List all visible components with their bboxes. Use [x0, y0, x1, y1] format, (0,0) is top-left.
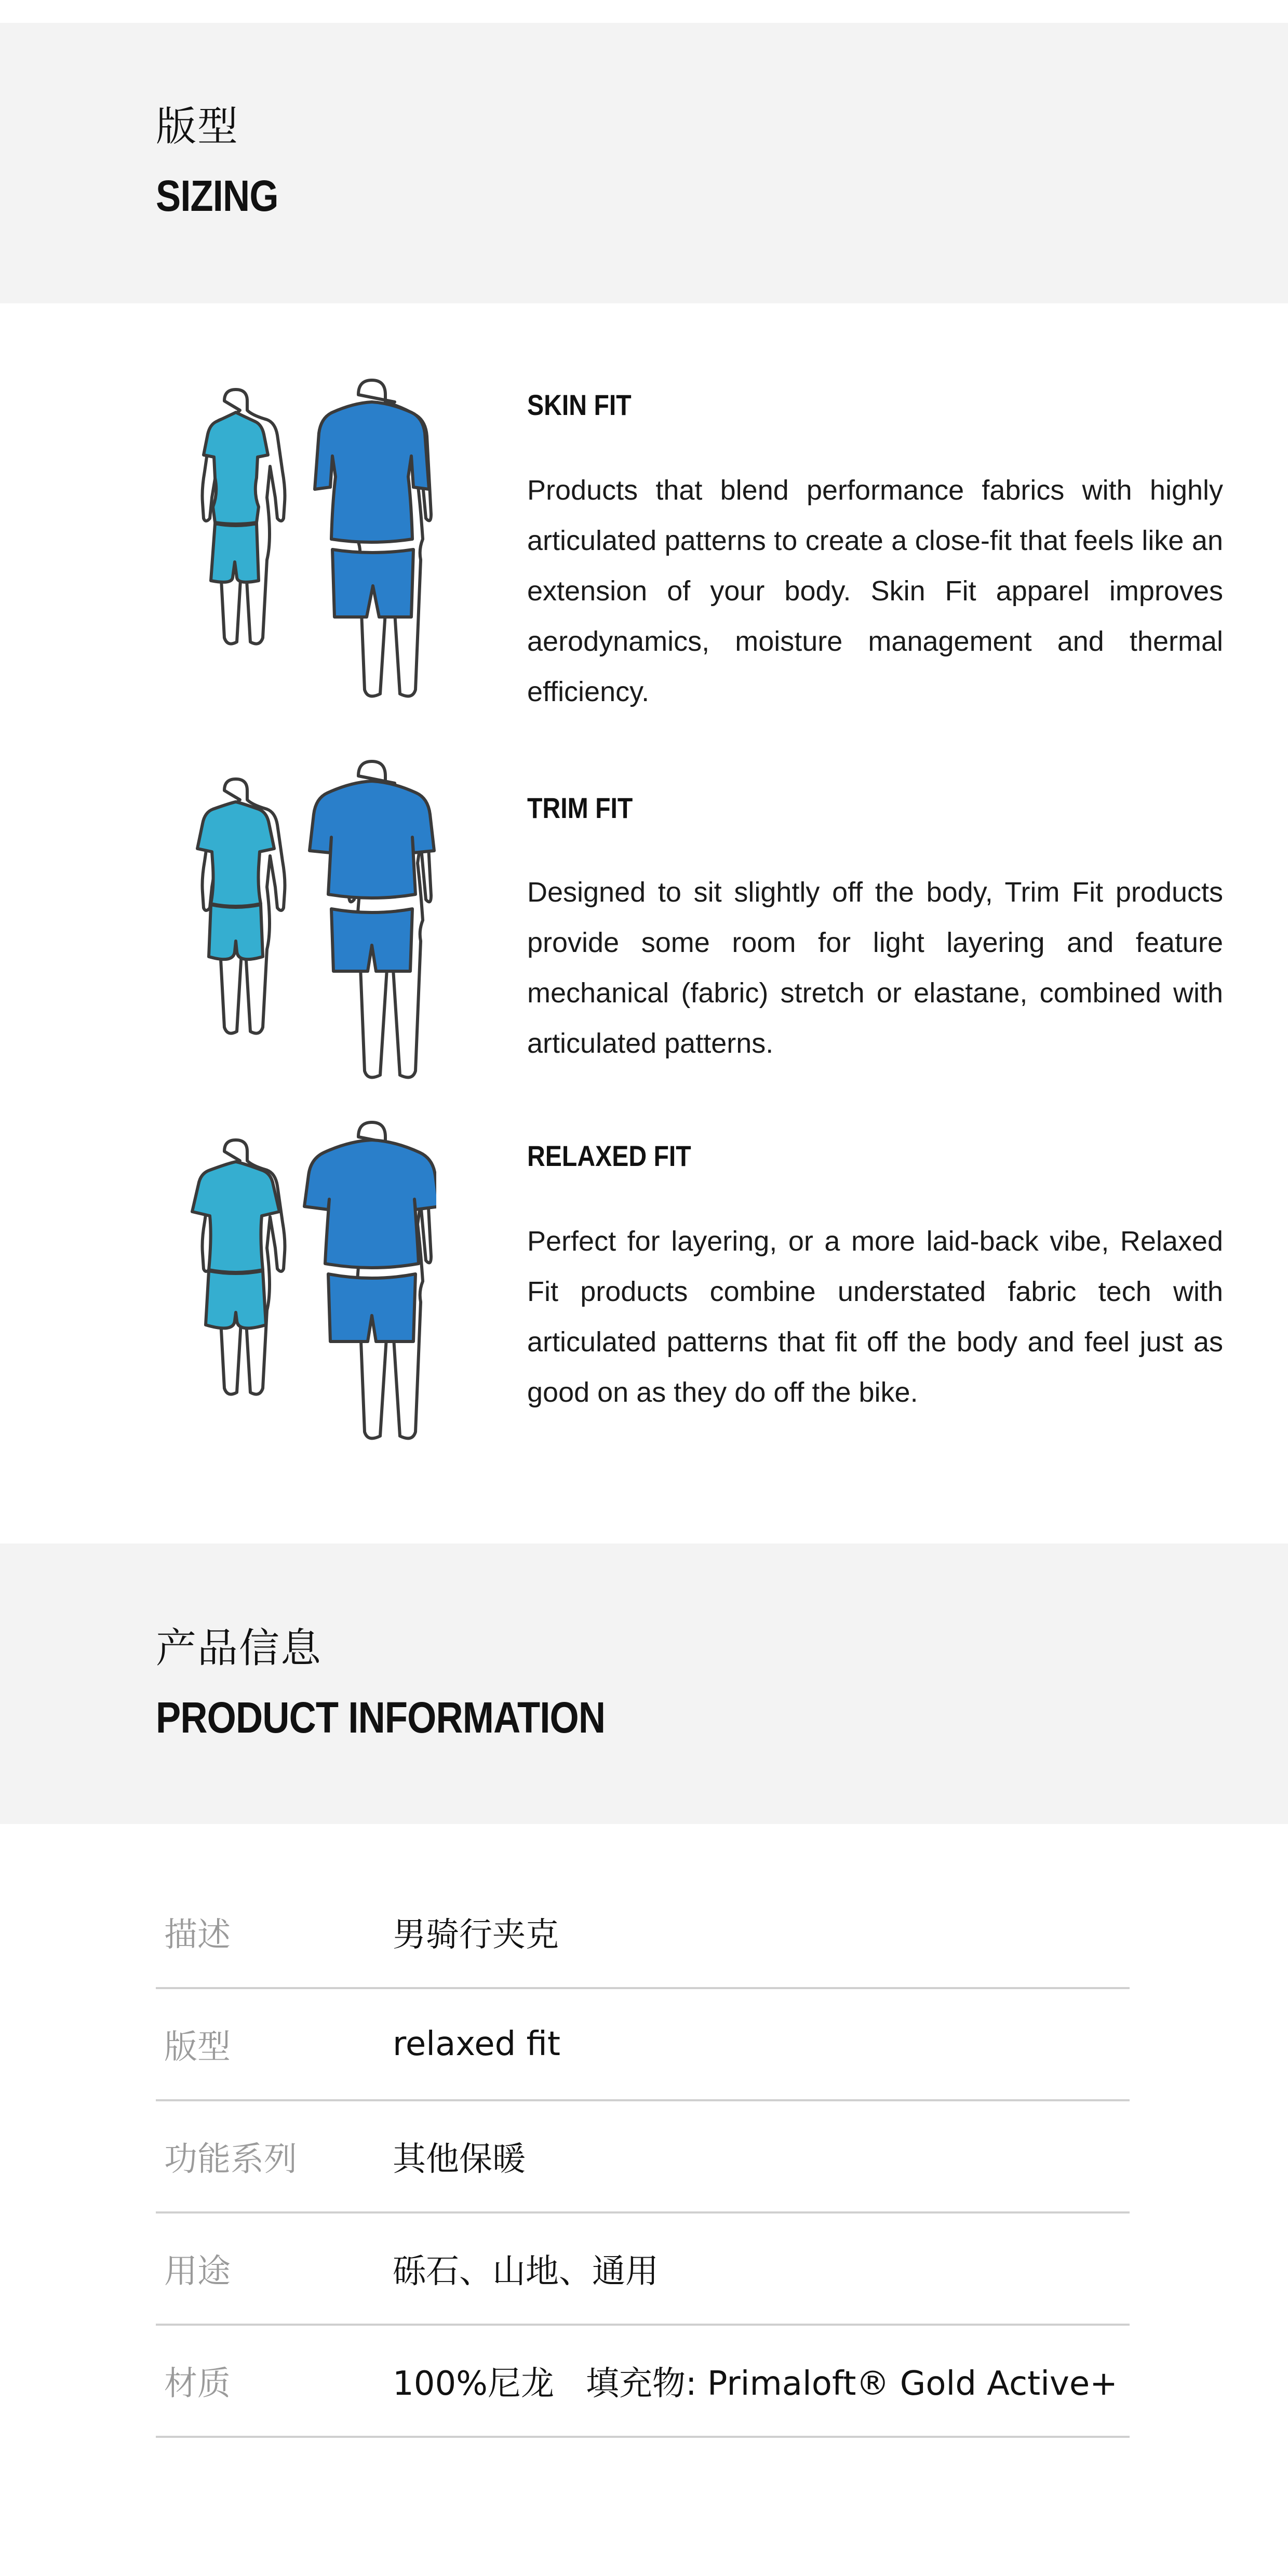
trim-fit-man-figure: [310, 761, 434, 1078]
table-row: [156, 2101, 1130, 2213]
relaxed-fit-title: RELAXED FIT: [527, 1139, 691, 1172]
spec-value: 男骑行夹克: [393, 1916, 559, 1954]
spec-label: 版型: [164, 2028, 231, 2067]
table-row: [156, 2213, 1130, 2326]
table-row: [156, 1877, 1130, 1989]
sizing-title-cn: 版型: [156, 103, 239, 150]
skin-fit-description: Products that blend performance fabrics with highly articulated patterns to create a close-fit that feels like an extension of your body. Skin Fit apparel improves aerodynamics, moisture management and thermal efficiency.: [527, 475, 1223, 707]
skin-fit-title: SKIN FIT: [527, 388, 632, 421]
top-divider: [0, 0, 1288, 23]
trim-fit-title: TRIM FIT: [527, 791, 633, 824]
product-info-title-cn: 产品信息: [156, 1625, 323, 1672]
spec-value: 其他保暖: [393, 2140, 526, 2179]
trim-fit-woman-figure: [197, 779, 285, 1034]
table-row: [156, 1989, 1130, 2101]
skin-fit-illustration: [166, 374, 436, 706]
relaxed-fit-woman-figure: [192, 1140, 285, 1394]
sizing-header-band: [0, 23, 1288, 303]
spec-label: 描述: [164, 1916, 231, 1954]
sizing-title-en: SIZING: [156, 171, 278, 220]
relaxed-fit-man-figure: [304, 1122, 436, 1439]
spec-value: 砾石、山地、通用: [393, 2252, 659, 2291]
spec-label: 材质: [164, 2365, 231, 2403]
spec-value: 100%尼龙 填充物: Primaloft® Gold Active+: [393, 2365, 1118, 2403]
spec-value: relaxed fit: [393, 2025, 560, 2063]
table-row: [156, 2326, 1130, 2438]
trim-fit-illustration: [166, 758, 436, 1091]
product-info-header-band: [0, 1544, 1288, 1824]
spec-label: 用途: [164, 2252, 231, 2291]
spec-label: 功能系列: [164, 2140, 297, 2179]
product-info-title-en: PRODUCT INFORMATION: [156, 1693, 606, 1742]
skin-fit-woman-figure: [203, 390, 285, 644]
skin-fit-man-figure: [315, 380, 431, 696]
relaxed-fit-illustration: [166, 1119, 436, 1452]
relaxed-fit-description: Perfect for layering, or a more laid-back vibe, Relaxed Fit products combine understated fabric tech with articulated patterns that fit off the body and feel just as good on as they do off the bike.: [527, 1226, 1223, 1408]
trim-fit-description: Designed to sit slightly off the body, Trim Fit products provide some room for light layering and feature mechanical (fabric) stretch or elastane, combined with articulated patterns.: [527, 877, 1223, 1059]
